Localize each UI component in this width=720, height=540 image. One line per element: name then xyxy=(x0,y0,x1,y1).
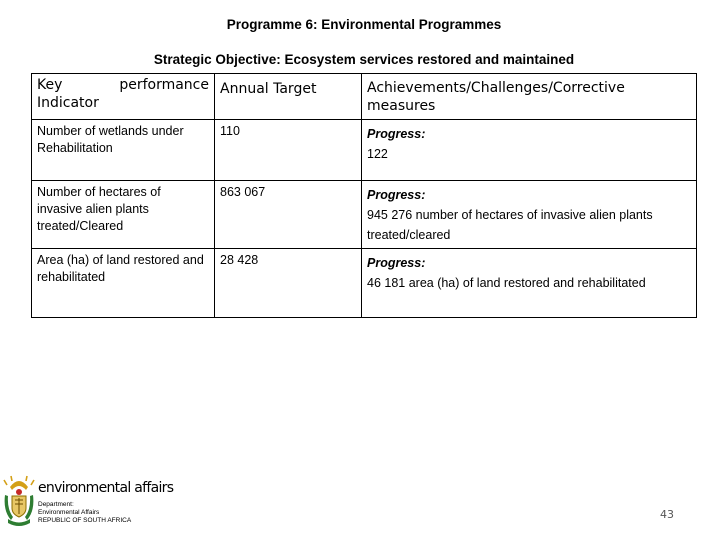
header-achievements: Achievements/Challenges/Corrective measures xyxy=(367,80,625,114)
table-row xyxy=(32,249,697,318)
logo-department-name: Environmental Affairs xyxy=(38,509,100,516)
header-cell-target xyxy=(215,74,362,120)
page-title: Programme 6: Environmental Programmes xyxy=(226,17,502,32)
achievement-cell xyxy=(362,249,696,293)
strategic-objective-heading: Strategic Objective: Ecosystem services restored and maintained xyxy=(153,52,575,67)
table-row xyxy=(32,181,697,249)
header-annual-target: Annual Target xyxy=(220,81,317,97)
target-cell: 863 067 xyxy=(220,185,266,199)
header-cell-achievements xyxy=(362,74,697,120)
table-header-row xyxy=(32,74,697,120)
logo-republic: REPUBLIC OF SOUTH AFRICA xyxy=(38,517,132,524)
header-kpi: Key performance Indicator xyxy=(37,77,209,111)
progress-value: 945 276 number of hectares of invasive alien plants treated/cleared xyxy=(367,208,653,242)
progress-label: Progress: xyxy=(367,256,426,270)
coat-of-arms-icon xyxy=(2,473,36,529)
logo-department-label: Department: xyxy=(38,501,74,508)
achievement-cell xyxy=(362,120,696,164)
progress-value: 46 181 area (ha) of land restored and rehabilitated xyxy=(367,276,646,290)
indicator-cell: Number of hectares of invasive alien plants treated/Cleared xyxy=(37,185,161,233)
target-cell: 28 428 xyxy=(220,253,259,267)
indicator-cell: Number of wetlands under Rehabilitation xyxy=(37,124,184,155)
logo-title: environmental affairs xyxy=(38,480,174,496)
indicator-cell: Area (ha) of land restored and rehabilitated xyxy=(37,253,204,284)
kpi-table xyxy=(31,73,697,318)
target-cell: 110 xyxy=(220,124,240,138)
achievement-cell xyxy=(362,181,696,245)
progress-label: Progress: xyxy=(367,188,426,202)
header-cell-kpi xyxy=(32,74,215,120)
progress-label: Progress: xyxy=(367,127,426,141)
page-number: 43 xyxy=(660,508,674,521)
department-logo xyxy=(0,470,174,532)
table-row xyxy=(32,120,697,181)
progress-value: 122 xyxy=(367,147,388,161)
